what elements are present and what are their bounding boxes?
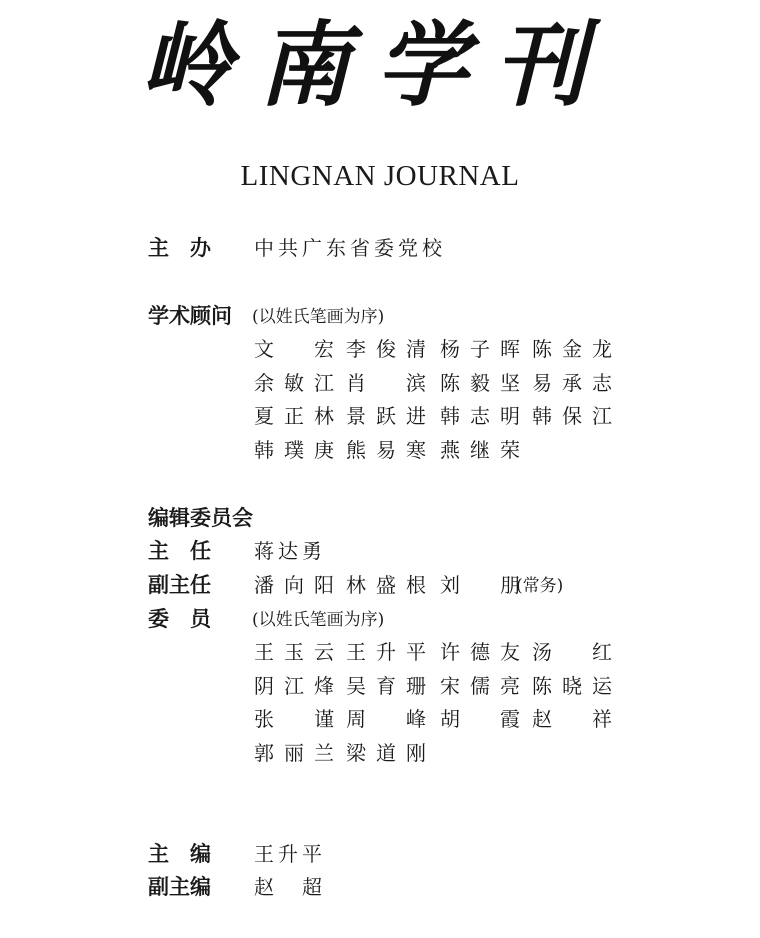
person-name: 宋 儒 亮 xyxy=(440,673,520,698)
name-row xyxy=(254,672,614,702)
person-name: 易 承 志 xyxy=(532,370,612,395)
advisors-note: (以姓氏笔画为序) xyxy=(252,307,385,327)
person-name: 韩 璞 庚 xyxy=(254,437,334,462)
deputy-chief-editor-name: 赵 超 xyxy=(254,875,326,899)
person-name: 燕 继 荣 xyxy=(440,437,520,462)
person-name: 郭 丽 兰 xyxy=(254,740,334,765)
journal-logo: 岭南学刊 xyxy=(140,11,613,119)
deputy-chief-editor-label: 副主编 xyxy=(148,875,211,899)
name-row xyxy=(254,739,614,769)
name-row xyxy=(254,436,614,466)
person-name: 张 谨 xyxy=(254,707,334,731)
members-note: (以姓氏笔画为序) xyxy=(252,610,385,630)
person-name: 王 升 平 xyxy=(346,640,426,664)
chief-editor-label: 主 编 xyxy=(148,842,211,866)
sponsor-value: 中共广东省委党校 xyxy=(254,236,446,260)
director-label: 主 任 xyxy=(148,539,211,563)
person-name: 韩 保 江 xyxy=(532,404,612,428)
person-name: 韩 志 明 xyxy=(440,404,520,428)
committee-heading: 编辑委员会 xyxy=(148,506,253,530)
person-name: 陈 金 龙 xyxy=(532,337,612,361)
name-row xyxy=(254,335,614,365)
person-name: 文 宏 xyxy=(254,337,334,361)
person-name: 梁 道 刚 xyxy=(346,740,426,765)
person-name: 赵 祥 xyxy=(532,707,612,731)
person-name: 阴 江 烽 xyxy=(254,673,334,698)
person-name: 许 德 友 xyxy=(440,640,520,664)
person-name: 余 敏 江 xyxy=(254,370,334,395)
deputy-director-label: 副主任 xyxy=(148,573,211,597)
person-name: 熊 易 寒 xyxy=(346,437,426,462)
person-name: 陈 毅 坚 xyxy=(440,370,520,395)
person-name: 景 跃 进 xyxy=(346,404,426,428)
person-name: 杨 子 晖 xyxy=(440,337,520,361)
deputy-director-note: (常务) xyxy=(516,576,564,596)
person-name: 夏 正 林 xyxy=(254,404,334,428)
person-name: 王 玉 云 xyxy=(254,640,334,664)
director-name: 蒋达勇 xyxy=(254,539,326,563)
person-name: 李 俊 清 xyxy=(346,337,426,361)
name-row xyxy=(254,369,614,399)
chief-editor-name: 王升平 xyxy=(254,842,326,866)
deputy-director-name: 潘 向 阳 xyxy=(254,573,334,597)
person-name: 陈 晓 运 xyxy=(532,673,612,698)
advisors-label: 学术顾问 xyxy=(148,304,232,328)
person-name: 肖 滨 xyxy=(346,370,426,395)
english-title: LINGNAN JOURNAL xyxy=(240,160,520,192)
person-name: 周 峰 xyxy=(346,707,426,731)
deputy-director-name: 林 盛 根 xyxy=(346,573,426,597)
name-row xyxy=(254,402,614,432)
sponsor-label: 主 办 xyxy=(148,236,211,260)
person-name: 汤 红 xyxy=(532,640,612,664)
members-label: 委 员 xyxy=(148,607,211,631)
person-name: 吴 育 珊 xyxy=(346,673,426,698)
person-name: 胡 霞 xyxy=(440,707,520,731)
deputy-director-name: 刘 朋 xyxy=(440,573,520,597)
name-row xyxy=(254,638,614,668)
name-row xyxy=(254,705,614,735)
